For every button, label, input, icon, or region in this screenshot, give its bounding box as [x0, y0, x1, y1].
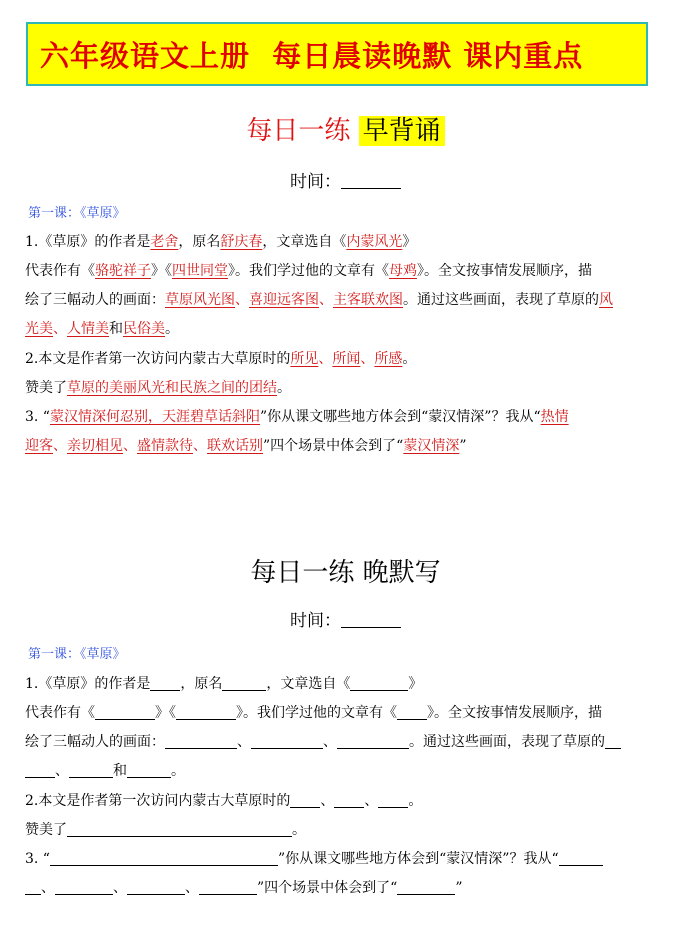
section2-q1 — [25, 670, 655, 699]
fill-blank[interactable] — [350, 676, 408, 691]
time-label: 时间： — [290, 172, 341, 192]
text: 、 — [41, 880, 55, 896]
answer: 喜迎远客图 — [249, 292, 319, 308]
text: ，文章选自《 — [266, 676, 351, 692]
text: ，原名 — [180, 676, 223, 692]
answer: 光美 — [25, 321, 53, 337]
text: 。通过这些画面，表现了草原的 — [403, 292, 599, 308]
text: 2.本文是作者第一次访问内蒙古大草原时的 — [25, 793, 291, 809]
section1-time — [0, 171, 691, 193]
text: ” — [455, 880, 463, 896]
text: 、 — [360, 351, 375, 367]
section1-q2-line2 — [25, 374, 655, 403]
answer: 民俗美 — [123, 321, 165, 337]
fill-blank[interactable] — [605, 734, 621, 749]
fill-blank[interactable] — [55, 880, 113, 895]
text: 、 — [237, 734, 251, 750]
answer: 草原风光图 — [165, 292, 235, 308]
text: 代表作有《 — [25, 263, 95, 279]
text: 、 — [235, 292, 249, 308]
answer: 四世同堂 — [172, 263, 228, 279]
section1-q1-line2 — [25, 257, 655, 286]
text: 和 — [109, 321, 123, 337]
text: 、 — [53, 321, 67, 337]
section2-lesson: 第一课：《草原》 — [28, 647, 126, 662]
text: 。 — [165, 321, 179, 337]
text: 、 — [364, 793, 379, 809]
text: 。 — [171, 763, 185, 779]
text: ，文章选自《 — [262, 234, 347, 250]
fill-blank[interactable] — [150, 676, 180, 691]
section1-q1 — [25, 228, 655, 257]
answer: 盛情款待 — [137, 438, 193, 454]
text: 代表作有《 — [25, 705, 95, 721]
section2-q1-line4 — [25, 757, 655, 786]
time-label: 时间： — [290, 611, 341, 631]
text: 》 — [402, 234, 417, 250]
section1-title — [0, 113, 691, 149]
answer: 所感 — [374, 351, 403, 367]
section1-q1-line4 — [25, 315, 655, 344]
fill-blank[interactable] — [67, 822, 292, 837]
fill-blank[interactable] — [290, 793, 320, 808]
time-blank — [341, 172, 401, 189]
fill-blank[interactable] — [127, 880, 185, 895]
fill-blank[interactable] — [199, 880, 257, 895]
text: ，原名 — [178, 234, 221, 250]
answer: 蒙汉情深 — [403, 438, 460, 454]
text: 》。全文按事情发展顺序，描 — [417, 263, 592, 279]
fill-blank[interactable] — [95, 705, 155, 720]
banner-title: 六年级语文上册 每日晨读晚默 课内重点 — [40, 38, 584, 73]
answer: 人情美 — [67, 321, 109, 337]
fill-blank[interactable] — [378, 793, 408, 808]
answer: 迎客 — [25, 438, 53, 454]
section1-q3-line2 — [25, 432, 655, 461]
text: 赞美了 — [25, 822, 67, 838]
section2-q2-line2 — [25, 816, 655, 845]
time-blank — [341, 611, 401, 628]
text: 绘了三幅动人的画面： — [25, 734, 165, 750]
header-banner — [26, 22, 648, 86]
answer: 亲切相见 — [67, 438, 123, 454]
text: 。 — [402, 351, 417, 367]
text: 》。我们学过他的文章有《 — [228, 263, 389, 279]
text: 、 — [123, 438, 137, 454]
fill-blank[interactable] — [222, 676, 266, 691]
text: ”你从课文哪些地方体会到“蒙汉情深”？我从“ — [277, 851, 559, 867]
section2-q3 — [25, 845, 655, 874]
fill-blank[interactable] — [334, 793, 364, 808]
section2-time — [0, 610, 691, 632]
text: 》。我们学过他的文章有《 — [236, 705, 397, 721]
text: 、 — [193, 438, 207, 454]
text: 》。全文按事情发展顺序，描 — [427, 705, 602, 721]
text: 》《 — [155, 705, 176, 721]
text: 3. “ — [25, 851, 50, 867]
text: 赞美了 — [25, 380, 67, 396]
answer: 蒙汉情深何忍别，天涯碧草话斜阳 — [49, 409, 260, 425]
text: 》 — [408, 676, 423, 692]
text: 。 — [277, 380, 291, 396]
fill-blank[interactable] — [25, 880, 41, 895]
text: ”四个场景中体会到了“ — [263, 438, 404, 454]
text: 、 — [323, 734, 337, 750]
answer: 老舍 — [150, 234, 179, 250]
text: 、 — [53, 438, 67, 454]
section2-title: 每日一练 晚默写 — [250, 558, 441, 588]
text: ” — [459, 438, 467, 454]
answer: 舒庆春 — [220, 234, 263, 250]
section1-lesson: 第一课：《草原》 — [28, 206, 126, 221]
fill-blank[interactable] — [337, 734, 409, 749]
text: 、 — [318, 351, 333, 367]
text: 》《 — [151, 263, 172, 279]
text: 2.本文是作者第一次访问内蒙古大草原时的 — [25, 351, 291, 367]
answer: 所见 — [290, 351, 319, 367]
fill-blank[interactable] — [50, 851, 278, 866]
text: 。 — [292, 822, 306, 838]
fill-blank[interactable] — [176, 705, 236, 720]
fill-blank[interactable] — [69, 763, 113, 778]
answer: 母鸡 — [389, 263, 417, 279]
answer: 内蒙风光 — [346, 234, 403, 250]
fill-blank[interactable] — [25, 763, 55, 778]
section1-q1-line3 — [25, 286, 655, 315]
fill-blank[interactable] — [559, 851, 603, 866]
text: 、 — [185, 880, 199, 896]
answer: 草原的美丽风光和民族之间的团结 — [67, 380, 277, 396]
text: 、 — [55, 763, 69, 779]
section1-q2 — [25, 345, 655, 374]
fill-blank[interactable] — [127, 763, 171, 778]
text: 、 — [113, 880, 127, 896]
answer: 骆驼祥子 — [95, 263, 151, 279]
fill-blank[interactable] — [165, 734, 237, 749]
answer: 热情 — [540, 409, 569, 425]
fill-blank[interactable] — [251, 734, 323, 749]
text: 。通过这些画面，表现了草原的 — [409, 734, 605, 750]
text: 绘了三幅动人的画面： — [25, 292, 165, 308]
section2-q1-line3 — [25, 728, 655, 757]
section1-title-main: 每日一练 — [246, 116, 351, 146]
section2-q3-line2 — [25, 874, 655, 903]
text: 。 — [408, 793, 423, 809]
text: ”四个场景中体会到了“ — [257, 880, 398, 896]
text: 1.《草原》的作者是 — [25, 676, 151, 692]
text: ”你从课文哪些地方体会到“蒙汉情深”？我从“ — [259, 409, 541, 425]
section1-q3 — [25, 403, 655, 432]
section2-q2 — [25, 787, 655, 816]
text: 3. “ — [25, 409, 50, 425]
text: 1.《草原》的作者是 — [25, 234, 151, 250]
answer: 所闻 — [332, 351, 361, 367]
answer: 主客联欢图 — [333, 292, 403, 308]
fill-blank[interactable] — [397, 880, 455, 895]
text: 、 — [320, 793, 335, 809]
section1-title-highlight: 早背诵 — [359, 116, 445, 146]
answer: 联欢话别 — [207, 438, 263, 454]
section2-q1-line2 — [25, 699, 655, 728]
fill-blank[interactable] — [397, 705, 427, 720]
answer: 风 — [599, 292, 613, 308]
text: 和 — [113, 763, 127, 779]
text: 、 — [319, 292, 333, 308]
